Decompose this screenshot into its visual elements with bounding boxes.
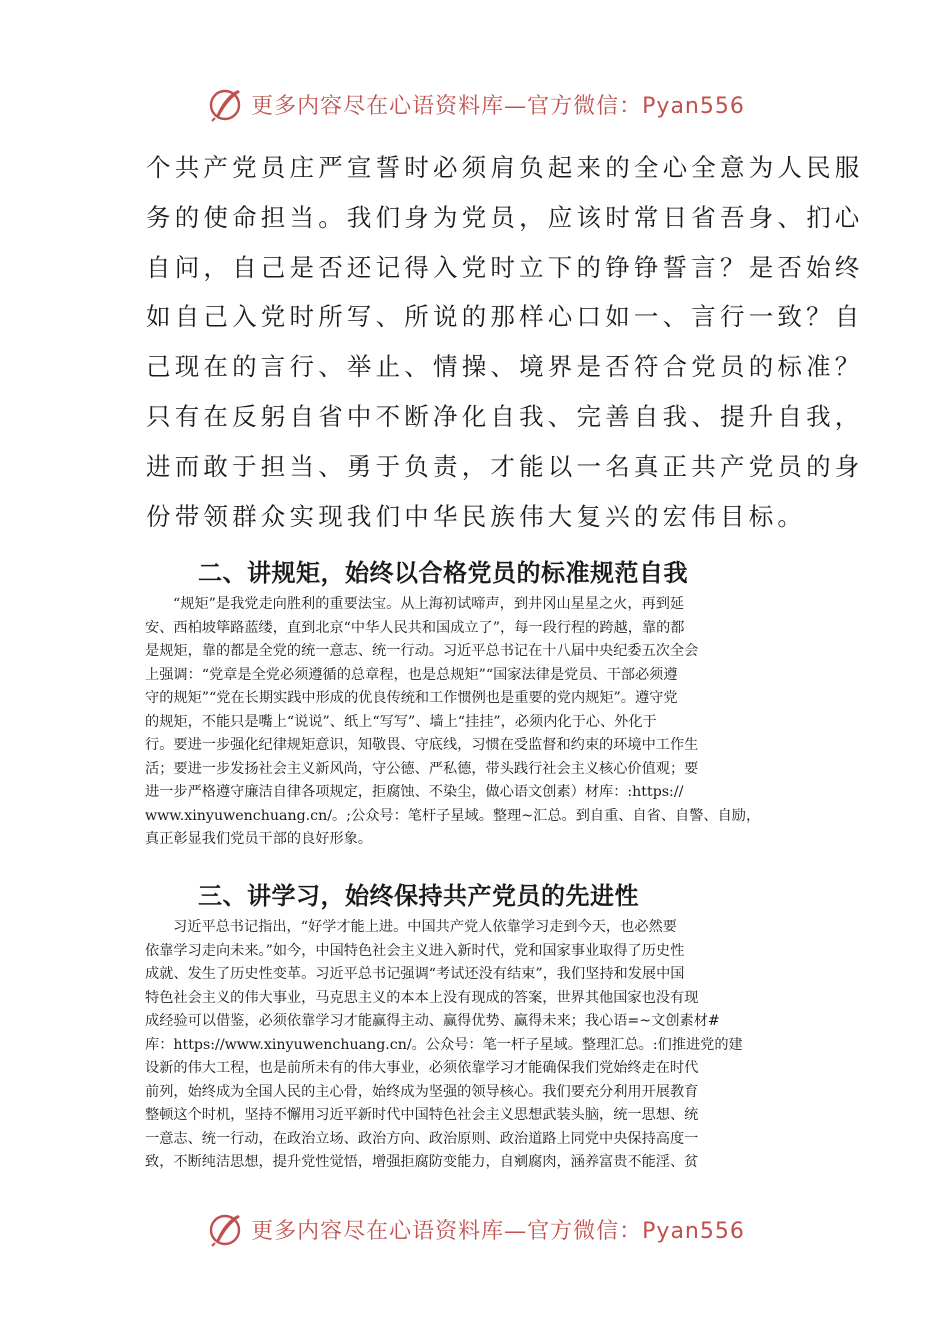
intro-line: 只有在反躬自省中不断净化自我、完善自我、提升自我， bbox=[146, 401, 864, 431]
intro-line: 个共产党员庄严宣誓时必须肩负起来的全心全意为人民服 bbox=[146, 153, 864, 182]
body-line: 致，不断纯洁思想，提升党性觉悟，增强拒腐防变能力，自剜腐肉，涵养富贵不能淫、贫 bbox=[145, 1154, 699, 1170]
body-line: 依靠学习走向未来。”如今，中国特色社会主义进入新时代，党和国家事业取得了历史性 bbox=[145, 942, 685, 959]
body-line: 库：https://www.xinyuwenchuang.cn/。公众号：笔一杆子星域。整理汇总。:们推进党的建 bbox=[145, 1036, 743, 1053]
body-line: 上强调：“党章是全党必须遵循的总章程，也是总规矩”“国家法律是党员、干部必须遵 bbox=[145, 666, 678, 683]
banner-wechat-id: Pyan556 bbox=[642, 93, 745, 119]
banner-text: 更多内容尽在心语资料库—官方微信：Pyan556 bbox=[251, 1218, 745, 1244]
body-line: 进一步严格遵守廉洁自律各项规定，拒腐蚀、不染尘，做心语文创素）材库：:https:// bbox=[145, 784, 684, 800]
section-3-body bbox=[145, 916, 817, 1175]
banner-text: 更多内容尽在心语资料库—官方微信：Pyan556 bbox=[251, 93, 745, 119]
intro-line: 自问，自己是否还记得入党时立下的铮铮誓言？是否始终 bbox=[146, 252, 864, 282]
body-line: www.xinyuwenchuang.cn/。;公众号：笔杆子星域。整理~汇总。到自重、自省、自警、自励， bbox=[145, 807, 761, 824]
intro-line: 己现在的言行、举止、情操、境界是否符合党员的标准？ bbox=[146, 352, 864, 382]
body-line: 整顿这个时机，坚持不懈用习近平新时代中国特色社会主义思想武装头脑，统一思想、统 bbox=[145, 1107, 699, 1123]
body-line: 成经验可以借鉴，必须依靠学习才能赢得主动、赢得优势、赢得未来；我心语=~文创素材# bbox=[145, 1013, 720, 1029]
intro-line: 如自己入党时所写、所说的那样心口如一、言行一致？自 bbox=[146, 302, 864, 332]
body-line: “规矩”是我党走向胜利的重要法宝。从上海初试啼声，到井冈山星星之火，再到延 bbox=[173, 596, 685, 612]
body-line: 是规矩，靠的都是全党的统一意志、统一行动。习近平总书记在十八届中央纪委五次全会 bbox=[145, 643, 699, 659]
section-2-body bbox=[145, 593, 817, 852]
section-2-heading: 二、讲规矩，始终以合格党员的标准规范自我 bbox=[198, 559, 688, 587]
feather-pen-logo-icon bbox=[205, 84, 245, 124]
footer-watermark-banner bbox=[0, 1207, 950, 1251]
intro-line: 份带领群众实现我们中华民族伟大复兴的宏伟目标。 bbox=[146, 501, 807, 531]
body-line: 习近平总书记指出，“好学才能上进。中国共产党人依靠学习走到今天，也必然要 bbox=[173, 919, 677, 935]
section-3-heading: 三、讲学习，始终保持共产党员的先进性 bbox=[198, 882, 639, 910]
body-line: 行。要进一步强化纪律规矩意识，知敬畏、守底线，习惯在受监督和约束的环境中工作生 bbox=[145, 737, 699, 753]
body-line: 守的规矩”“党在长期实践中形成的优良传统和工作惯例也是重要的党内规矩”。遵守党 bbox=[145, 690, 678, 706]
intro-paragraph bbox=[146, 143, 864, 541]
intro-line: 务的使命担当。我们身为党员，应该时常日省吾身、扪心 bbox=[146, 202, 864, 232]
feather-pen-logo-icon bbox=[205, 1209, 245, 1249]
body-line: 前列，始终成为全国人民的主心骨，始终成为坚强的领导核心。我们要充分利用开展教育 bbox=[145, 1083, 699, 1100]
body-line: 的规矩，不能只是嘴上“说说”、纸上“写写”、墙上“挂挂”，必须内化于心、外化于 bbox=[145, 713, 657, 730]
body-line: 设新的伟大工程，也是前所未有的伟大事业，必须依靠学习才能确保我们党始终走在时代 bbox=[145, 1060, 699, 1076]
body-line: 成就、发生了历史性变革。习近平总书记强调“考试还没有结束”，我们坚持和发展中国 bbox=[145, 966, 685, 982]
intro-line: 进而敢于担当、勇于负责，才能以一名真正共产党员的身 bbox=[146, 451, 864, 481]
header-watermark-banner bbox=[0, 82, 950, 126]
body-line: 真正彰显我们党员干部的良好形象。 bbox=[145, 831, 373, 847]
body-line: 活；要进一步发扬社会主义新风尚，守公德、严私德，带头践行社会主义核心价值观；要 bbox=[145, 760, 699, 777]
body-line: 特色社会主义的伟大事业，马克思主义的本本上没有现成的答案，世界其他国家也没有现 bbox=[145, 989, 699, 1006]
banner-wechat-id: Pyan556 bbox=[642, 1218, 745, 1244]
body-line: 安、西柏坡筚路蓝缕，直到北京“中华人民共和国成立了”，每一段行程的跨越，靠的都 bbox=[145, 619, 685, 636]
body-line: 一意志、统一行动，在政治立场、政治方向、政治原则、政治道路上同党中央保持高度一 bbox=[145, 1130, 699, 1147]
